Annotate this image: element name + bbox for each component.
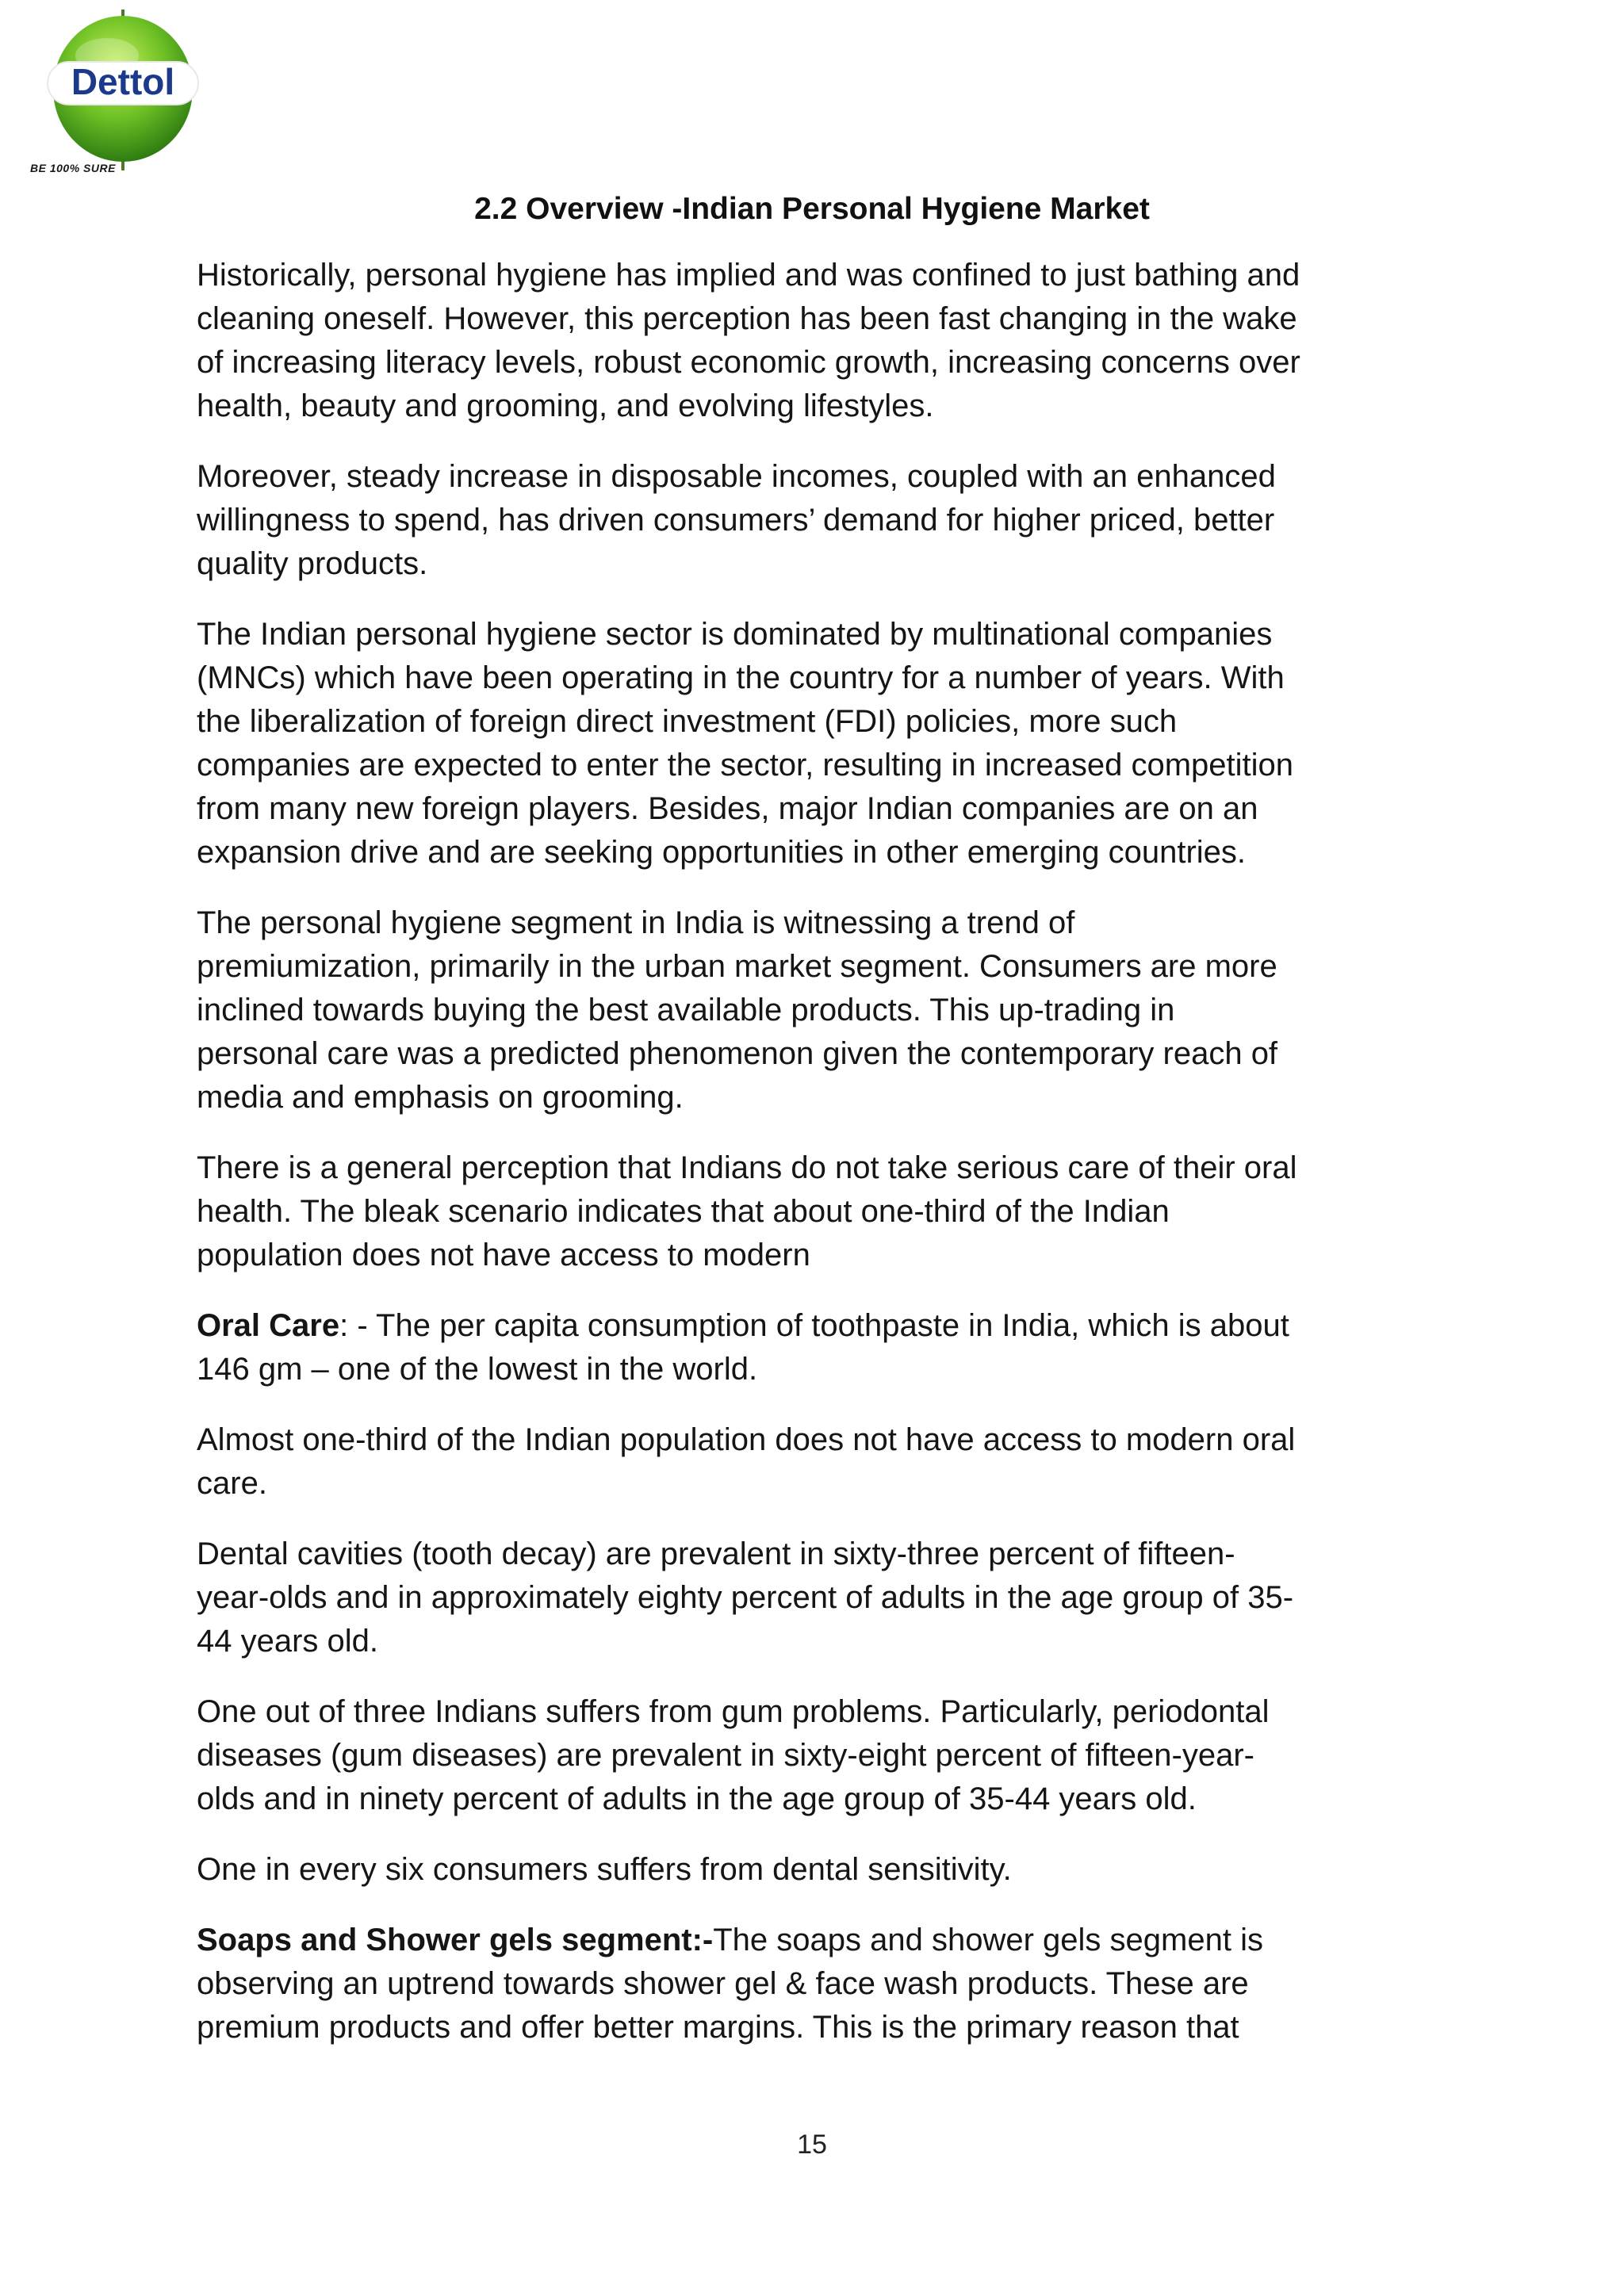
paragraph-text: Moreover, steady increase in disposable incomes, coupled with an enhanced willingness to spend, has driven consumers’ demand for higher priced, better quality products. [197,459,1276,581]
paragraph [197,1919,1434,2049]
paragraph [197,1690,1434,1821]
paragraph [197,455,1434,586]
paragraph-text: The soaps and shower gels segment is observing an uptrend towards shower gel & face wash products. These are premium products and offer better margins. This is the primary reason that [197,1923,1263,2045]
section-heading: 2.2 Overview -Indian Personal Hygiene Market [474,192,1150,226]
page-number: 15 [797,2130,827,2160]
paragraph [197,1533,1434,1663]
logo-slogan: BE 100% SURE [30,162,116,174]
paragraph-text: Dental cavities (tooth decay) are prevalent in sixty-three percent of fifteen- year-olds and in approximately eighty percent of adults in the age group of 35- 44 years old. [197,1536,1294,1659]
paragraph [197,1848,1434,1892]
paragraph-lead: Soaps and Shower gels segment:- [197,1923,714,1957]
paragraph [197,901,1434,1119]
paragraph [197,1146,1434,1277]
svg-text:Dettol: Dettol [71,61,175,102]
paragraph [197,613,1434,874]
dettol-logo [40,8,206,186]
paragraph-text: Historically, personal hygiene has implied and was confined to just bathing and cleaning oneself. However, this perception has been fast changing in the wake of increasing literacy levels, robust economic growth, increasing concerns over health, beauty and grooming, and evolving lifestyles. [197,258,1300,423]
paragraph [197,1418,1434,1506]
paragraph-text: The Indian personal hygiene sector is dominated by multinational companies (MNCs) which have been operating in the country for a number of years. With the liberalization of foreign direct investment (FDI) policies, more such companies are expected to enter the sector, resulting in increased competition from many new foreign players. Besides, major Indian companies are on an expansion drive and are seeking opportunities in other emerging countries. [197,617,1294,870]
paragraph-text: The personal hygiene segment in India is witnessing a trend of premiumization, primarily in the urban market segment. Consumers are more inclined towards buying the best available products. This up-trading in personal care was a predicted phenomenon given the contemporary reach of media and emphasis on grooming. [197,905,1278,1115]
paragraph-text: Almost one-third of the Indian population does not have access to modern oral care. [197,1422,1296,1501]
paragraph-lead: Oral Care [197,1308,340,1343]
paragraph-text: : - The per capita consumption of toothpaste in India, which is about 146 gm – one of the lowest in the world. [197,1308,1289,1387]
paragraph-text: One in every six consumers suffers from dental sensitivity. [197,1852,1012,1887]
body-text [197,254,1434,2076]
paragraph [197,254,1434,428]
paragraph [197,1304,1434,1391]
paragraph-text: There is a general perception that Indians do not take serious care of their oral health. The bleak scenario indicates that about one-third of the Indian population does not have access to modern [197,1150,1297,1272]
paragraph-text: One out of three Indians suffers from gum problems. Particularly, periodontal diseases (gum diseases) are prevalent in sixty-eight percent of fifteen-year- olds and in ninety percent of adults in the age group of 35-44 years old. [197,1694,1270,1816]
dettol-logo-icon [40,8,206,186]
